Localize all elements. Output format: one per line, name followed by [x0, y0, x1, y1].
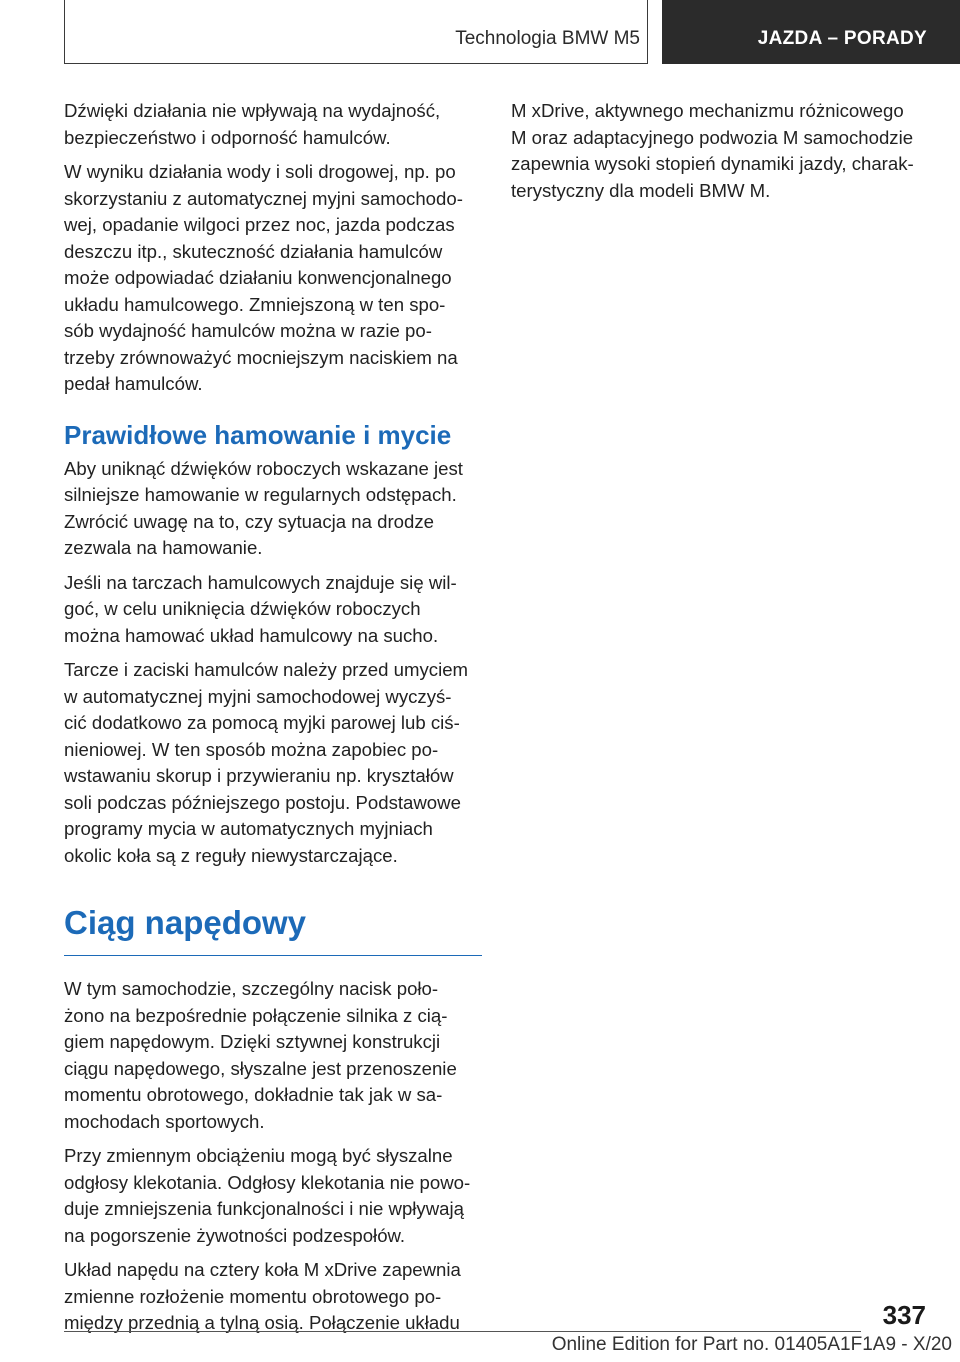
text-line: między przednią a tylną osią. Połączenie układu: [64, 1312, 460, 1333]
paragraph: [64, 159, 482, 398]
text-line: wej, opadanie wilgoci przez noc, jazda podczas: [64, 214, 455, 235]
text-line: silniejsze hamowanie w regularnych odstępach.: [64, 484, 457, 505]
text-line: Zwrócić uwagę na to, czy sytuacja na drodze: [64, 510, 434, 532]
paragraph: [64, 1143, 482, 1249]
running-title: Technologia BMW M5: [455, 28, 640, 49]
text-line: M xDrive, aktywnego mechanizmu różnicowego: [511, 100, 904, 121]
text-line: cić dodatkowo za pomocą myjki parowej lub ciś‐: [64, 712, 460, 733]
text-line: pedał hamulców.: [64, 373, 203, 394]
text-line: soli podczas późniejszego postoju. Podstawowe: [64, 791, 461, 813]
text-line: Jeśli na tarczach hamulcowych znajduje się wil‐: [64, 571, 457, 593]
text-line: deszczu itp., skuteczność działania hamulców: [64, 240, 443, 262]
text-line: W tym samochodzie, szczególny nacisk poło‐: [64, 978, 439, 999]
text-line: bezpieczeństwo i odporność hamulców.: [64, 126, 391, 148]
text-line: terystyczny dla modeli BMW M.: [511, 179, 771, 201]
text-line: momentu obrotowego, dokładnie tak jak w sa‐: [64, 1084, 443, 1105]
edition-note: Online Edition for Part no. 01405A1F1A9 - X/20: [551, 1334, 952, 1355]
page-header: [0, 0, 960, 66]
text-line: M oraz adaptacyjnego podwozia M samochodzie: [511, 126, 914, 148]
text-line: skorzystaniu z automatycznej myjni samochodo‐: [64, 187, 463, 209]
text-line: układu hamulcowego. Zmniejszoną w ten spo‐: [64, 293, 446, 315]
text-line: w automatycznej myjni samochodowej wyczyś‐: [64, 685, 452, 707]
text-line: zmienne rozłożenie momentu obrotowego po‐: [64, 1285, 442, 1307]
page-number: 337: [882, 1300, 926, 1330]
text-line: okolic koła są z reguły niewystarczające.: [64, 844, 398, 866]
section-heading: Ciąg napędowy: [64, 901, 482, 956]
text-line: sób wydajność hamulców można w razie po‐: [64, 320, 432, 341]
paragraph: [64, 976, 482, 1135]
text-line: wstawaniu skorup i przywieraniu np. kryształów: [64, 765, 454, 786]
footer-divider: [64, 1331, 861, 1332]
text-line: zezwala na hamowanie.: [64, 537, 263, 558]
right-column: [511, 98, 929, 212]
text-line: Tarcze i zaciski hamulców należy przed umyciem: [64, 659, 469, 680]
chapter-tab: [662, 0, 960, 64]
text-line: nieniowej. W ten sposób można zapobiec po‐: [64, 738, 439, 760]
text-line: odgłosy klekotania. Odgłosy klekotania nie powo‐: [64, 1171, 471, 1193]
text-line: zapewnia wysoki stopień dynamiki jazdy, charak‐: [511, 153, 914, 174]
paragraph: [64, 98, 482, 151]
left-column: [64, 98, 482, 1345]
subheading: Prawidłowe hamowanie i mycie: [64, 419, 452, 450]
paragraph: [64, 1257, 482, 1337]
text-line: W wyniku działania wody i soli drogowej, np. po: [64, 161, 456, 182]
paragraph: [64, 570, 482, 650]
text-line: Aby uniknąć dźwięków roboczych wskazane jest: [64, 457, 463, 479]
paragraph: [64, 657, 482, 869]
text-line: można hamować układ hamulcowy na sucho.: [64, 624, 439, 646]
paragraph: [64, 456, 482, 562]
text-line: Przy zmiennym obciążeniu mogą być słyszalne: [64, 1145, 453, 1166]
text-line: giem napędowym. Dzięki sztywnej konstrukcji: [64, 1031, 441, 1052]
text-line: żono na bezpośrednie połączenie silnika z cią‐: [64, 1004, 448, 1026]
text-line: trzeby zrównoważyć mocniejszym naciskiem na: [64, 346, 458, 368]
text-line: goć, w celu uniknięcia dźwięków roboczych: [64, 598, 421, 619]
text-line: duje zmniejszenia funkcjonalności i nie wpływają: [64, 1198, 464, 1219]
text-line: ciągu napędowego, słyszalne jest przenoszenie: [64, 1057, 457, 1079]
text-line: Układ napędu na cztery koła M xDrive zapewnia: [64, 1259, 461, 1280]
text-line: może odpowiadać działaniu konwencjonalnego: [64, 267, 452, 288]
paragraph: [511, 98, 929, 204]
text-line: programy mycia w automatycznych myjniach: [64, 818, 433, 839]
text-line: mochodach sportowych.: [64, 1110, 265, 1132]
chapter-tab-label: JAZDA – PORADY: [757, 28, 927, 49]
text-line: Dźwięki działania nie wpływają na wydajność,: [64, 100, 441, 121]
text-line: na pogorszenie żywotności podzespołów.: [64, 1224, 406, 1246]
